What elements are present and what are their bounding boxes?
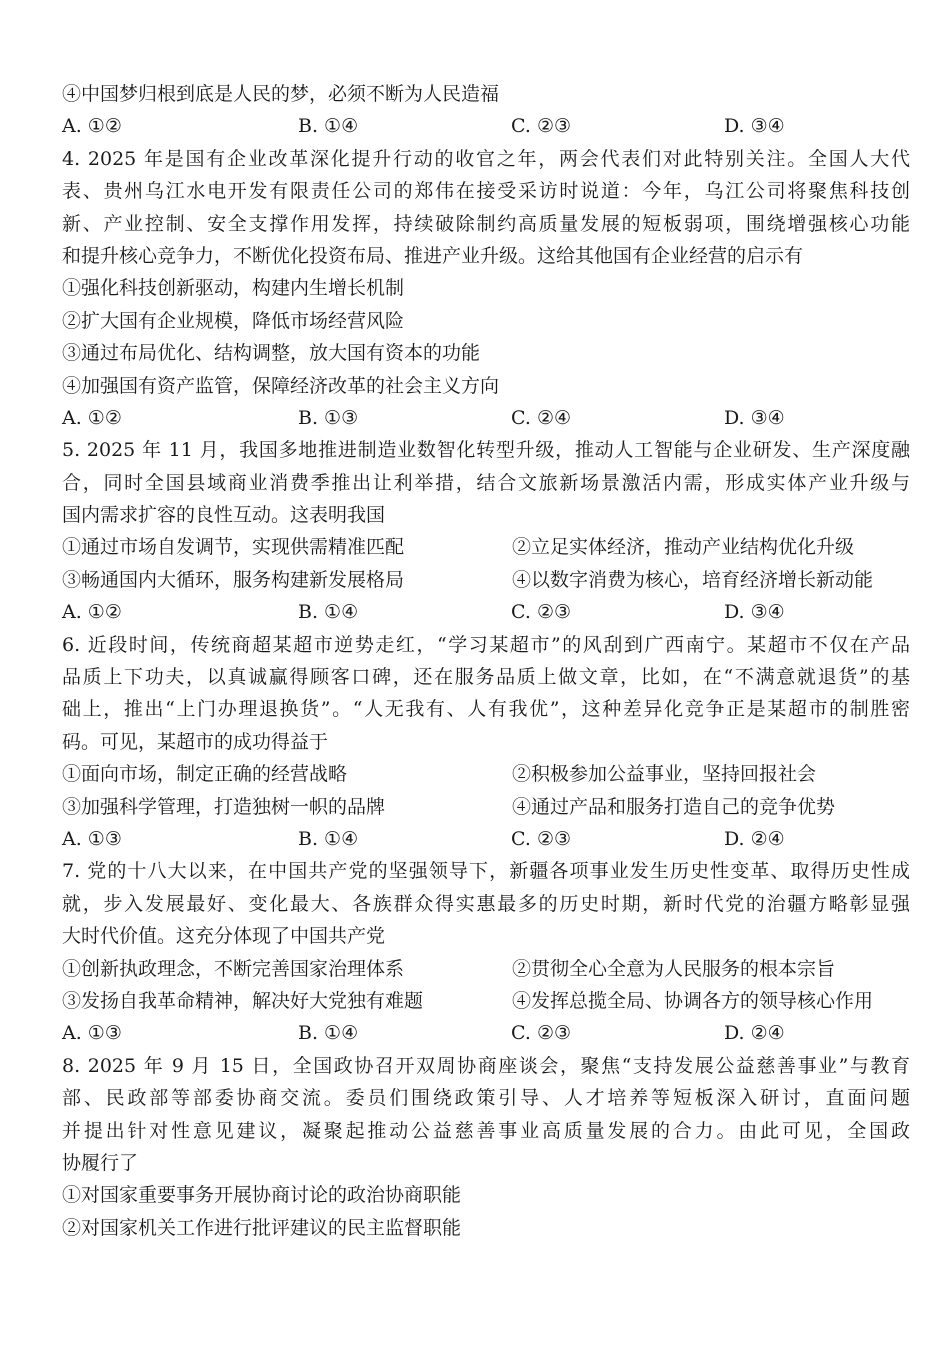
option-3: ③发扬自我革命精神，解决好大党独有难题 — [62, 989, 424, 1012]
answer-choices — [62, 1017, 910, 1049]
exam-page — [62, 78, 910, 1244]
answer-d: D. ②④ — [724, 827, 785, 850]
question-stem-line: 并提出针对性意见建议，凝聚起推动公益慈善事业高质量发展的合力。由此可见，全国政 — [62, 1119, 910, 1142]
question-stem-line: 国内需求扩容的良性互动。这表明我国 — [62, 504, 386, 527]
question-stem-line: 新、产业控制、安全支撑作用发挥，持续破除制约高质量发展的短板弱项，围绕增强核心功能 — [62, 212, 910, 235]
option-row — [62, 791, 910, 823]
answer-b: B. ①④ — [298, 827, 359, 850]
answer-c: C. ②④ — [511, 406, 572, 429]
option-line: ①强化科技创新驱动，构建内生增长机制 — [62, 277, 405, 300]
answer-c: C. ②③ — [511, 115, 572, 138]
option-4: ④以数字消费为核心，培育经济增长新动能 — [512, 568, 874, 591]
answer-b: B. ①④ — [298, 1022, 359, 1045]
option-line: ②扩大国有企业规模，降低市场经营风险 — [62, 309, 405, 332]
question-stem-line: 8. 2025 年 9 月 15 日，全国政协召开双周协商座谈会，聚焦“支持发展公益慈善事业”与教育 — [62, 1054, 910, 1077]
option-line: ①对国家重要事务开展协商讨论的政治协商职能 — [62, 1184, 462, 1207]
question-stem-line: 和提升核心竞争力，不断优化投资布局、推进产业升级。这给其他国有企业经营的启示有 — [62, 244, 804, 267]
question-stem-line: 5. 2025 年 11 月，我国多地推进制造业数智化转型升级，推动人工智能与企业研发、生产深度融 — [62, 439, 910, 462]
question-stem-line: 4. 2025 年是国有企业改革深化提升行动的收官之年，两会代表们对此特别关注。全国人大代 — [62, 147, 910, 170]
option-line: ④加强国有资产监管，保障经济改革的社会主义方向 — [62, 374, 500, 397]
question-stem-line: 合，同时全国县域商业消费季推出让利举措，结合文旅新场景激活内需，形成实体产业升级与 — [62, 471, 910, 494]
answer-d: D. ②④ — [724, 1022, 785, 1045]
option-3: ③畅通国内大循环，服务构建新发展格局 — [62, 568, 405, 591]
answer-b: B. ①④ — [298, 601, 359, 624]
question-stem-line: 表、贵州乌江水电开发有限责任公司的郑伟在接受采访时说道：今年，乌江公司将聚焦科技创 — [62, 180, 910, 203]
question-4 — [62, 143, 910, 435]
option-4: ④发挥总揽全局、协调各方的领导核心作用 — [512, 989, 874, 1012]
answer-a: A. ①③ — [62, 827, 122, 850]
option-3: ③加强科学管理，打造独树一帜的品牌 — [62, 795, 386, 818]
question-stem-line: 大时代价值。这充分体现了中国共产党 — [62, 925, 386, 948]
option-row — [62, 564, 910, 596]
question-stem-line: 品质上下功夫，以真诚赢得顾客口碑，还在服务品质上做文章，比如，在“不满意就退货”的基 — [62, 666, 910, 689]
question-8 — [62, 1050, 910, 1244]
question-6 — [62, 629, 910, 856]
answer-a: A. ①② — [62, 601, 122, 624]
question-7 — [62, 855, 910, 1049]
question-stem-line: 础上，推出“上门办理退换货”。“人无我有、人有我优”，这种差异化竞争正是某超市的制胜密 — [62, 698, 910, 721]
question-stem-line: 部、民政部等部委协商交流。委员们围绕政策引导、人才培养等短板深入研讨，直面问题 — [62, 1087, 910, 1110]
answer-c: C. ②③ — [511, 827, 572, 850]
question-stem-line: 就，步入发展最好、变化最大、各族群众得实惠最多的历史时期，新时代党的治疆方略彰显强 — [62, 892, 910, 915]
option-1: ①通过市场自发调节，实现供需精准匹配 — [62, 536, 405, 559]
answer-c: C. ②③ — [511, 1022, 572, 1045]
option-1: ①面向市场，制定正确的经营战略 — [62, 763, 348, 786]
option-row — [62, 531, 910, 563]
option-row — [62, 985, 910, 1017]
option-row — [62, 758, 910, 790]
answer-a: A. ①② — [62, 115, 122, 138]
option-line: ④中国梦归根到底是人民的梦，必须不断为人民造福 — [62, 83, 500, 105]
answer-d: D. ③④ — [724, 601, 785, 624]
question-5 — [62, 434, 910, 628]
question-stem-line: 码。可见，某超市的成功得益于 — [62, 730, 329, 753]
answer-b: B. ①④ — [298, 115, 359, 138]
option-4: ④通过产品和服务打造自己的竞争优势 — [512, 795, 836, 818]
option-2: ②贯彻全心全意为人民服务的根本宗旨 — [512, 957, 836, 980]
answer-choices — [62, 596, 910, 628]
question-stem-line: 协履行了 — [62, 1151, 139, 1174]
answer-c: C. ②③ — [511, 601, 572, 624]
option-2: ②积极参加公益事业，坚持回报社会 — [512, 763, 817, 786]
answer-choices — [62, 402, 910, 434]
answer-a: A. ①② — [62, 406, 122, 429]
answer-d: D. ③④ — [724, 115, 785, 138]
option-1: ①创新执政理念，不断完善国家治理体系 — [62, 957, 405, 980]
answer-b: B. ①③ — [298, 406, 359, 429]
question-stem-line: 6. 近段时间，传统商超某超市逆势走红，“学习某超市”的风刮到广西南宁。某超市不仅在产品 — [62, 633, 910, 656]
answer-a: A. ①③ — [62, 1022, 122, 1045]
option-line: ③通过布局优化、结构调整，放大国有资本的功能 — [62, 342, 481, 365]
answer-d: D. ③④ — [724, 406, 785, 429]
option-line: ②对国家机关工作进行批评建议的民主监督职能 — [62, 1216, 462, 1239]
answer-choices — [62, 110, 910, 142]
option-2: ②立足实体经济，推动产业结构优化升级 — [512, 536, 855, 559]
question-stem-line: 7. 党的十八大以来，在中国共产党的坚强领导下，新疆各项事业发生历史性变革、取得历史性成 — [62, 860, 910, 883]
option-row — [62, 953, 910, 985]
answer-choices — [62, 823, 910, 855]
